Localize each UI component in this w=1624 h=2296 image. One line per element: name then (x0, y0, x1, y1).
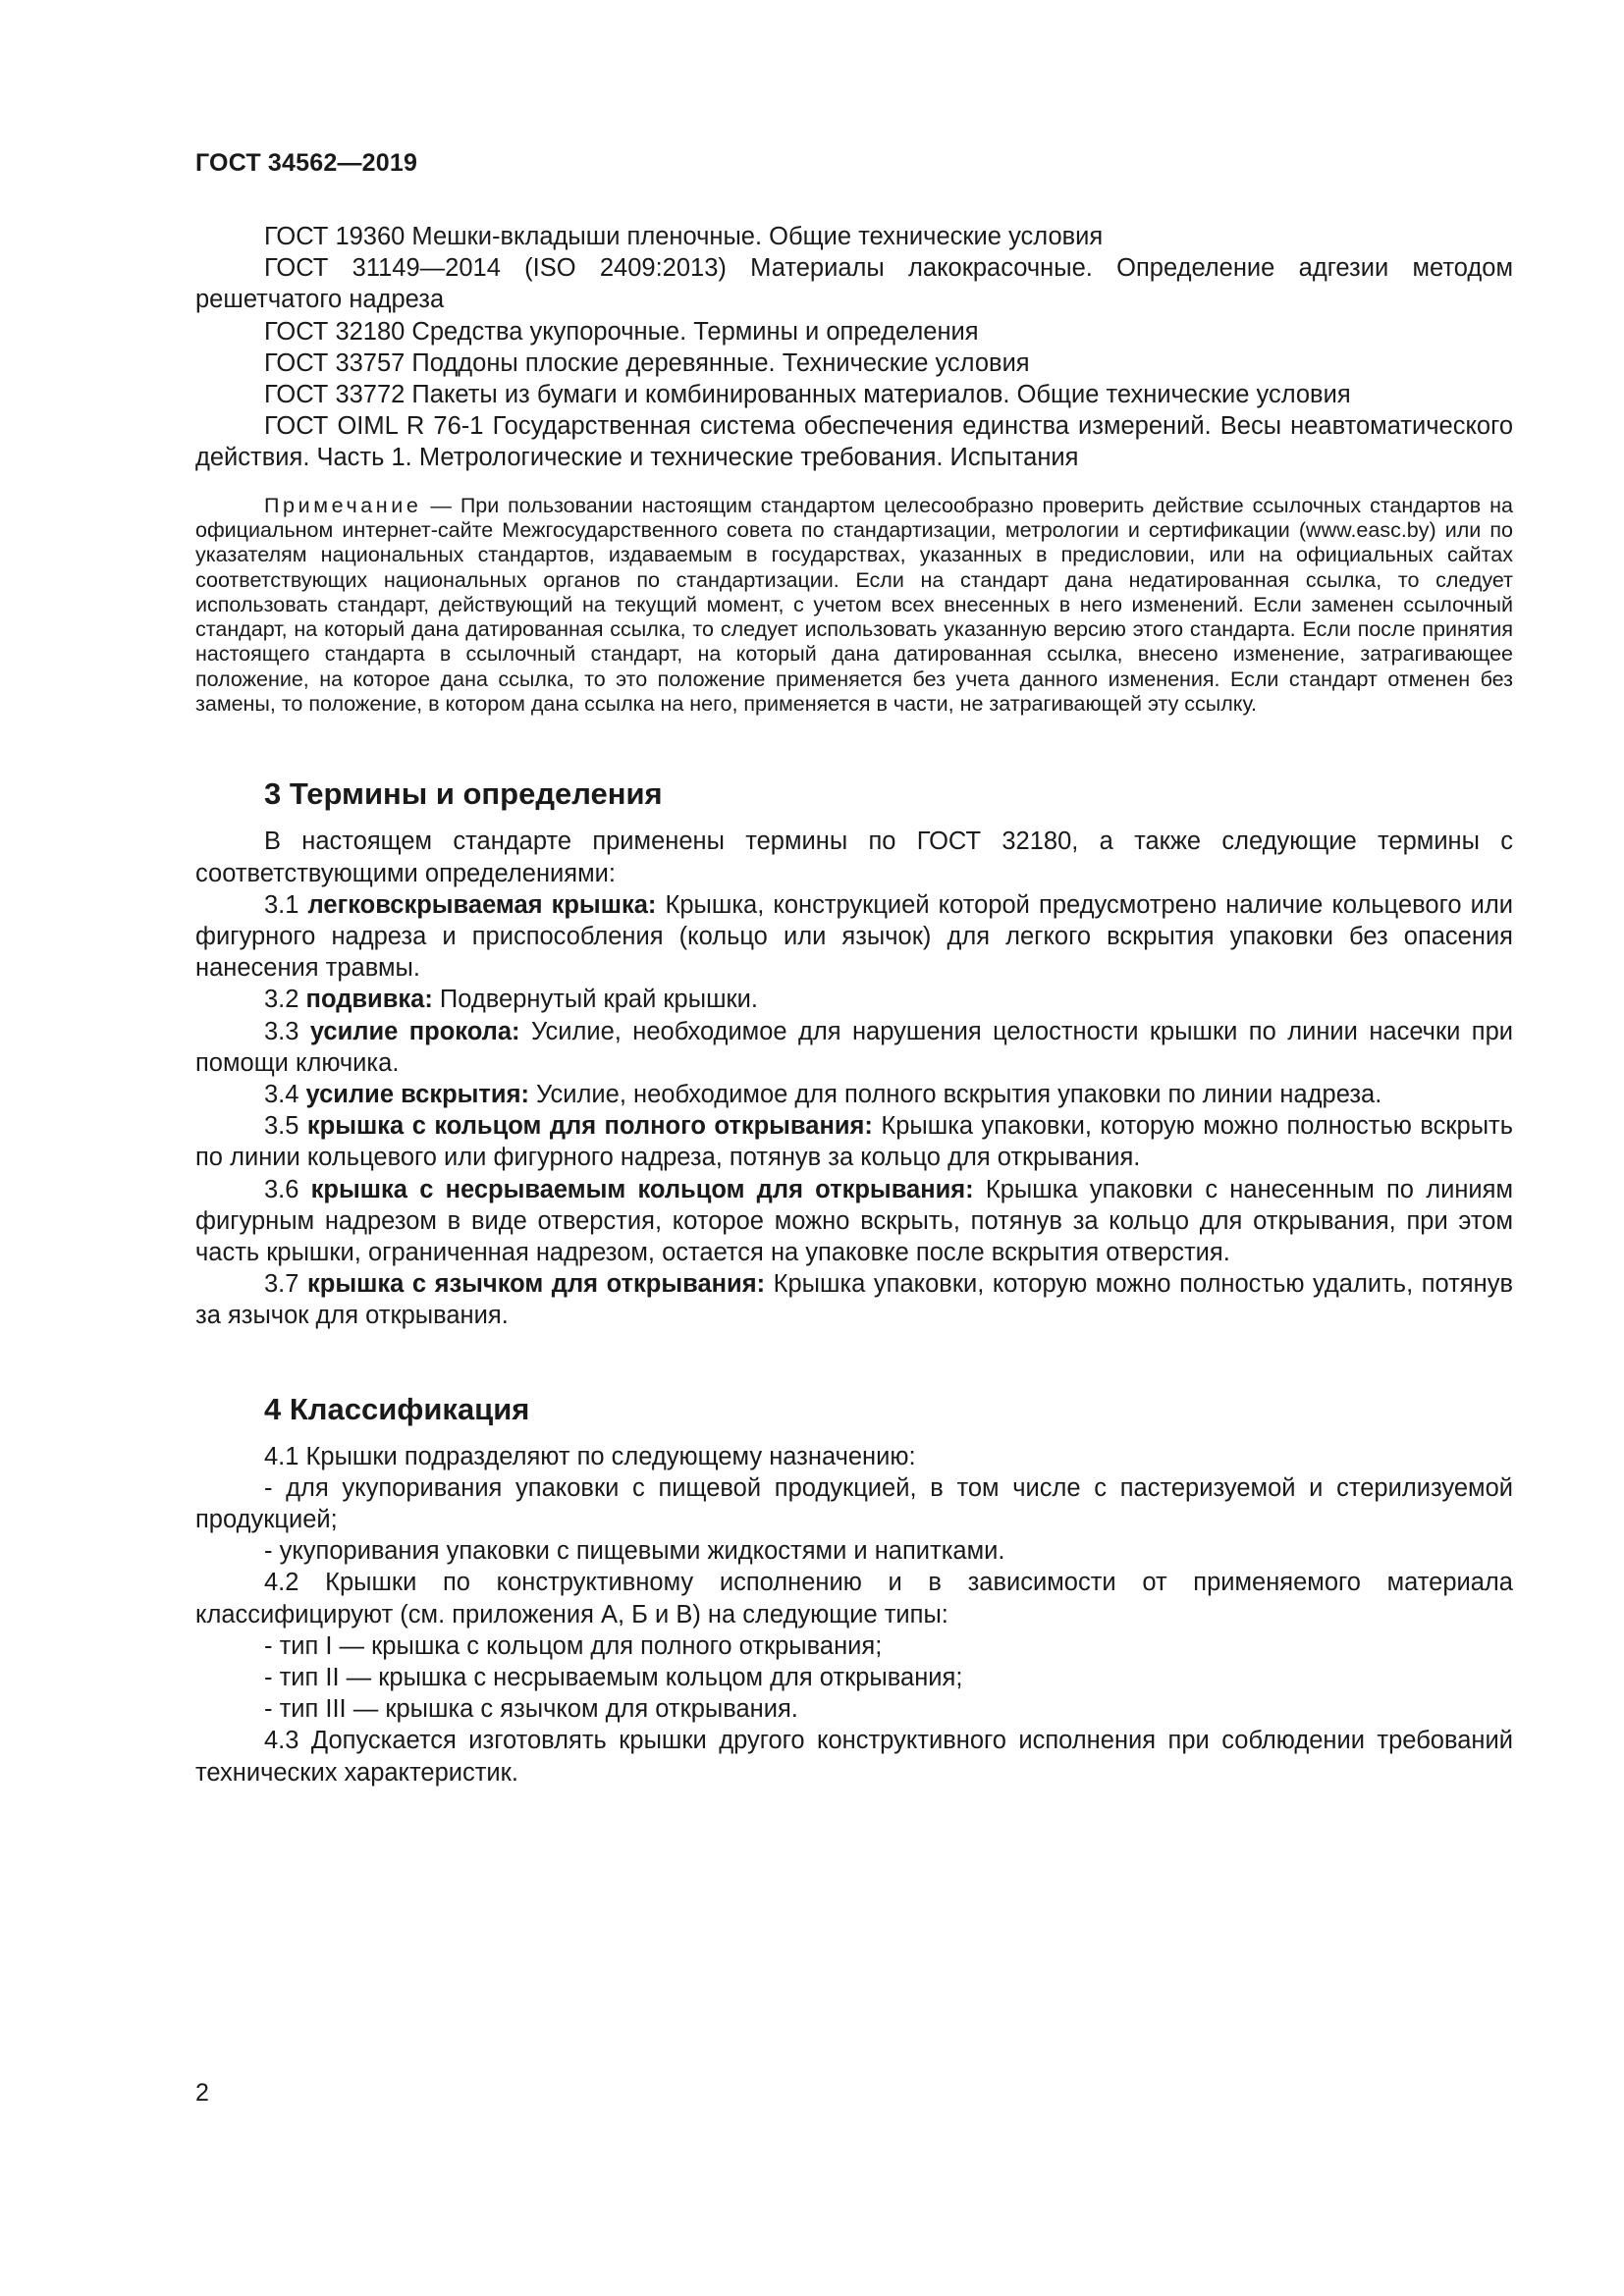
classification-paragraph: 4.1 Крышки подразделяют по следующему назначению: (264, 1442, 916, 1470)
term-name: легковскрываемая крышка: (307, 890, 657, 919)
page-number: 2 (195, 2079, 209, 2107)
term-text: Крышка упаковки, которую можно полностью удалить, потянув за язычок для открывания. (195, 1270, 1513, 1330)
term-definition (195, 1110, 1513, 1173)
page-content (195, 221, 1513, 1789)
term-name: усилие вскрытия: (305, 1080, 529, 1108)
note-paragraph (195, 494, 1513, 718)
references-list (195, 221, 1513, 474)
term-definition (195, 1016, 1513, 1079)
term-name: крышка с кольцом для полного открывания: (306, 1112, 873, 1141)
running-header: ГОСТ 34562—2019 (195, 149, 418, 177)
document-page (195, 0, 1513, 2296)
term-number: 3.7 (264, 1270, 307, 1299)
term-name: подвивка: (305, 986, 433, 1014)
term-name: крышка с несрываемым кольцом для открывания: (310, 1175, 974, 1203)
section-3-heading: 3 Термины и определения (264, 776, 663, 812)
section-4-heading: 4 Классификация (264, 1391, 530, 1426)
term-text: Усилие, необходимое для полного вскрытия упаковки по линии надреза. (528, 1080, 1382, 1108)
classification-paragraph: 4.3 Допускается изготовлять крышки другого конструктивного исполнения при соблюдении требований технических характеристик. (195, 1727, 1513, 1787)
term-text: Крышка упаковки, которую можно полностью вскрыть по линии кольцевого или фигурного надреза, потянув за кольцо для открывания. (195, 1112, 1513, 1172)
term-number: 3.2 (264, 986, 306, 1014)
term-text: Усилие, необходимое для нарушения целостности крышки по линии насечки при помощи ключика. (195, 1017, 1513, 1077)
section-3-intro: В настоящем стандарте применены термины по ГОСТ 32180, а также следующие термины с соответствующими определениями: (195, 828, 1513, 887)
term-text: Крышка, конструкцией которой предусмотрено наличие кольцевого или фигурного надреза и приспособления (кольцо или язычок) для легкого вскрытия упаковки без опасения нанесения травмы. (195, 890, 1513, 983)
classification-paragraph: 4.2 Крышки по конструктивному исполнению и в зависимости от применяемого материала классифицируют (см. приложения А, Б и В) на следующие типы: (195, 1569, 1513, 1629)
reference-item: ГОСТ OIML R 76-1 Государственная система обеспечения единства измерений. Весы неавтоматического действия. Часть 1. Метрологические и технические требования. Испытания (195, 412, 1513, 472)
term-number: 3.4 (264, 1080, 306, 1108)
term-text: Подвернутый край крышки. (432, 986, 759, 1014)
reference-item: ГОСТ 33757 Поддоны плоские деревянные. Технические условия (264, 348, 1030, 377)
classification-list-item: - тип II — крышка с несрываемым кольцом для открывания; (264, 1663, 963, 1691)
term-definition (195, 1174, 1513, 1269)
classification-list-item: - для укупоривания упаковки с пищевой продукцией, в том числе с пастеризуемой и стерилизуемой продукцией; (195, 1473, 1513, 1533)
classification-list-item: - укупоривания упаковки с пищевыми жидкостями и напитками. (264, 1537, 1005, 1566)
term-definition (195, 889, 1513, 985)
term-number: 3.5 (264, 1112, 307, 1141)
note-text: — При пользовании настоящим стандартом целесообразно проверить действие ссылочных стандартов на официальном интернет-сайте Межгосударственного совета по стандартизации, метрологии и сертификации (www.easc.by) или по указателям национальных стандартов, издаваемым в государствах, указанных в предисловии, или на официальных сайтах соответствующих национальных органов по стандартизации. Если на стандарт дана недатированная ссылка, то следует использовать стандарт, действующий на текущий момент, с учетом всех внесенных в него изменений. Если заменен ссылочный стандарт, на который дана датированная ссылка, то следует использовать указанную версию этого стандарта. Если после принятия настоящего стандарта в ссылочный стандарт, на который дана датированная ссылка, внесено изменение, затрагивающее положение, на которое дана ссылка, то это положение применяется без учета данного изменения. Если стандарт отменен без замены, то положение, в котором дана ссылка на него, применяется в части, не затрагивающей эту ссылку. (195, 493, 1513, 716)
term-text: Крышка упаковки с нанесенным по линиям фигурным надрезом в виде отверстия, которое можно вскрыть, потянув за кольцо для открывания, при этом часть крышки, ограниченная надрезом, остается на упаковке после вскрытия отверстия. (195, 1175, 1513, 1266)
reference-item: ГОСТ 32180 Средства укупорочные. Термины и определения (264, 317, 979, 346)
term-name: крышка с язычком для открывания: (307, 1270, 766, 1299)
classification-list-item: - тип III — крышка с язычком для открывания. (264, 1695, 798, 1724)
term-definition (195, 1268, 1513, 1331)
term-definition (195, 1079, 1513, 1110)
reference-item: ГОСТ 19360 Мешки-вкладыши пленочные. Общие технические условия (264, 223, 1104, 250)
term-number: 3.3 (264, 1017, 310, 1045)
classification-list-item: - тип I — крышка с кольцом для полного открывания; (264, 1631, 883, 1660)
note-label: Примечание (264, 493, 422, 517)
reference-item: ГОСТ 31149—2014 (ISO 2409:2013) Материалы лакокрасочные. Определение адгезии методом решетчатого надреза (195, 254, 1513, 314)
term-name: усилие прокола: (309, 1017, 520, 1045)
reference-item: ГОСТ 33772 Пакеты из бумаги и комбинированных материалов. Общие технические условия (264, 381, 1351, 409)
term-number: 3.6 (264, 1175, 311, 1203)
term-number: 3.1 (264, 890, 308, 919)
term-definition (195, 984, 1513, 1015)
